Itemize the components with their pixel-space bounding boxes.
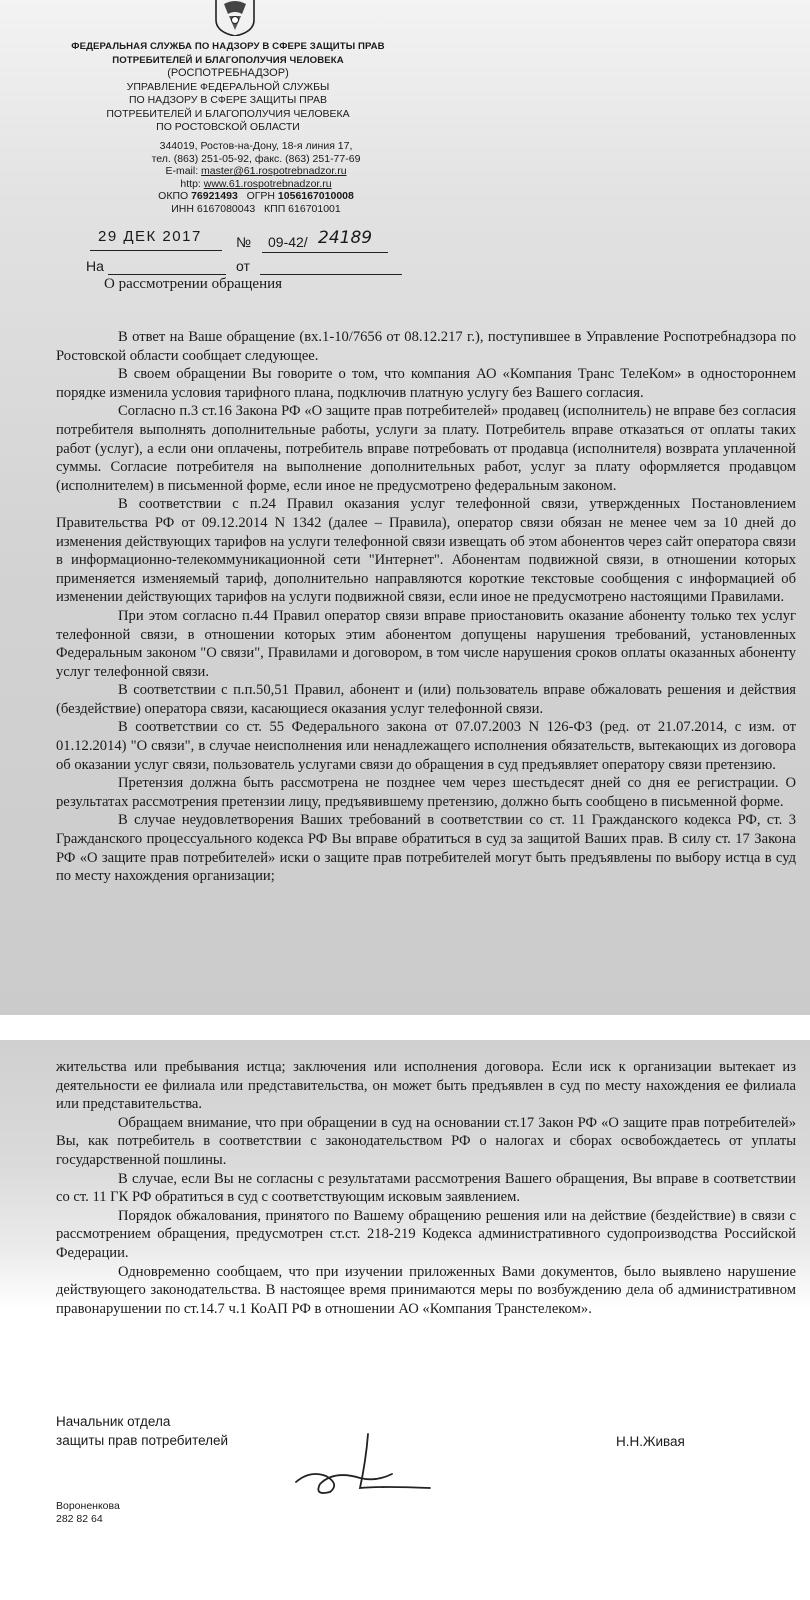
registration-number-handwritten: 24189 bbox=[318, 228, 373, 248]
agency-tax-row bbox=[136, 203, 376, 216]
okpo-value: 76921493 bbox=[191, 190, 238, 202]
agency-email-link[interactable]: master@61.rospotrebnadzor.ru bbox=[201, 165, 347, 177]
body-paragraph: Порядок обжалования, принятого по Вашему обращению решения или на действие (бездействие) в связи с рассмотрением обращения, предусмотрен ст.ст. 218-219 Кодекса административного судопроизводства Российской Федерации. bbox=[56, 1207, 796, 1261]
position-line: защиты прав потребителей bbox=[56, 1433, 229, 1448]
header-line: (РОСПОТРЕБНАДЗОР) bbox=[167, 67, 289, 79]
body-paragraph: В ответ на Ваше обращение (вх.1-10/7656 от 08.12.217 г.), поступившее в Управление Роспотребнадзора по Ростовской области сообщает следующее. bbox=[56, 329, 796, 364]
agency-website-link[interactable]: www.61.rospotrebnadzor.ru bbox=[203, 177, 332, 190]
agency-website-row bbox=[136, 178, 376, 191]
email-label: E-mail: bbox=[165, 165, 202, 177]
signatory-name: Н.Н.Живая bbox=[616, 1434, 685, 1449]
ogrn-value: 1056167010008 bbox=[277, 190, 354, 202]
agency-codes-row bbox=[136, 190, 376, 203]
header-line: УПРАВЛЕНИЕ ФЕДЕРАЛЬНОЙ СЛУЖБЫ bbox=[126, 80, 330, 93]
from-underline bbox=[260, 274, 402, 275]
kpp-value: КПП 616701001 bbox=[264, 202, 341, 215]
okpo-label: ОКПО bbox=[158, 190, 192, 202]
body-paragraph: Претензия должна быть рассмотрена не позднее чем через шестьдесят дней со дня ее регистрации. О результатах рассмотрения претензии лицу, предъявившему претензию, должно быть сообщено в письменной форме. bbox=[56, 775, 796, 810]
body-paragraph: В соответствии с п.24 Правил оказания услуг телефонной связи, утвержденных Постановлением Правительства РФ от 09.12.2014 N 1342 (далее – Правила), оператор связи обязан не менее чем за 10 дней до изменения действующих тарифов на услуги телефонной связи извещать об этом абонентов через сайт оператора связи в информационно-телекоммуникационной сети "Интернет". Абонентам подвижной связи, в отношении которых применяется изменяемый тариф, дополнительно направляются короткие текстовые сообщения с информацией об изменении действующих тарифов на услуги подвижной связи, если иное не предусмотрено настоящими Правилами. bbox=[56, 496, 796, 606]
header-line: ФЕДЕРАЛЬНАЯ СЛУЖБА ПО НАДЗОРУ В СФЕРЕ ЗАЩИТЫ ПРАВ bbox=[71, 41, 385, 52]
signatory-position bbox=[56, 1412, 228, 1450]
body-paragraph: Обращаем внимание, что при обращении в суд на основании ст.17 Закон РФ «О защите прав потребителей» Вы, как потребитель в соответствии с законодательством РФ о налогах и сборах освобождаетесь от уплаты государственной пошлины. bbox=[56, 1114, 796, 1168]
registration-number: 09-42/ bbox=[268, 234, 308, 250]
ogrn-label: ОГРН bbox=[246, 190, 278, 202]
handwritten-signature bbox=[290, 1430, 450, 1500]
inn-value: ИНН 6167080043 bbox=[171, 202, 256, 215]
from-label: от bbox=[236, 258, 250, 274]
executor-name: Вороненкова bbox=[56, 1500, 120, 1512]
executor-info bbox=[56, 1500, 120, 1526]
body-paragraph: В случае неудовлетворения Ваших требований в соответствии со ст. 11 Гражданского кодекса РФ, ст. 3 Гражданского процессуального кодекса РФ Вы вправе обратиться в суд за защитой Ваших прав. В силу ст. 17 Закона РФ «О защите прав потребителей» иски о защите прав потребителей могут быть предъявлены по выбору истца в суд по месту нахождения организации; bbox=[56, 812, 796, 885]
to-underline bbox=[108, 274, 226, 275]
body-paragraph: В соответствии со ст. 55 Федерального закона от 07.07.2003 N 126-ФЗ (ред. от 21.07.2014, с изм. от 01.12.2014) "О связи", в случае неисполнения или ненадлежащего исполнения обязательств, вытекающих из договора об оказании услуг связи, пользователь услугами связи до обращения в суд предъявляет оператору связи претензию. bbox=[56, 719, 796, 773]
executor-phone: 282 82 64 bbox=[56, 1513, 103, 1525]
header-line: ПОТРЕБИТЕЛЕЙ И БЛАГОПОЛУЧИЯ ЧЕЛОВЕКА bbox=[112, 54, 344, 66]
body-paragraph: Одновременно сообщаем, что при изучении приложенных Вами документов, было выявлено нарушение действующего законодательства. В настоящее время принимаются меры по возбуждению дела об административном правонарушении по ст.14.7 ч.1 КоАП РФ в отношении АО «Компания Транстелеком». bbox=[56, 1263, 796, 1317]
agency-email-row bbox=[136, 165, 376, 178]
letter-body-bottom bbox=[56, 1058, 796, 1318]
body-paragraph: В своем обращении Вы говорите о том, что компания АО «Компания Транс ТелеКом» в одностороннем порядке изменила условия тарифного плана, подключив платную услугу без Вашего согласия. bbox=[56, 366, 796, 401]
letter-body-top bbox=[56, 328, 796, 886]
coat-of-arms-emblem bbox=[212, 0, 258, 36]
position-line: Начальник отдела bbox=[56, 1414, 171, 1429]
header-line: ПО РОСТОВСКОЙ ОБЛАСТИ bbox=[156, 121, 300, 133]
agency-contacts bbox=[136, 140, 376, 215]
body-paragraph: В случае, если Вы не согласны с результатами рассмотрения Вашего обращения, Вы вправе в соответствии со ст. 11 ГК РФ обратиться в суд с соответствующим исковым заявлением. bbox=[56, 1170, 796, 1206]
registration-date: 29 ДЕК 2017 bbox=[98, 228, 202, 245]
header-line: ПО НАДЗОРУ В СФЕРЕ ЗАЩИТЫ ПРАВ bbox=[128, 94, 328, 106]
date-underline bbox=[90, 250, 222, 251]
agency-address: 344019, Ростов-на-Дону, 18-я линия 17, bbox=[159, 140, 353, 152]
body-paragraph-continued: жительства или пребывания истца; заключения или исполнения договора. Если иск к организации вытекает из деятельности ее филиала или представительства, он может быть предъявлен в суд по месту нахождения ее филиала или представительства. bbox=[56, 1059, 796, 1113]
number-label: № bbox=[236, 234, 252, 250]
header-line: ПОТРЕБИТЕЛЕЙ И БЛАГОПОЛУЧИЯ ЧЕЛОВЕКА bbox=[106, 107, 350, 120]
body-paragraph: Согласно п.3 ст.16 Закона РФ «О защите прав потребителей» продавец (исполнитель) не вправе без согласия потребителя выполнять дополнительные работы, услуги за плату. Потребитель вправе отказаться от оплаты таких работ (услуг), а если они оплачены, потребитель вправе потребовать от продавца (исполнителя) возврата уплаченной суммы. Согласие потребителя на выполнение дополнительных работ, услуг за плату оформляется продавцом (исполнителем) в письменной форме, если иное не предусмотрено федеральным законом. bbox=[56, 403, 796, 494]
letter-subject: О рассмотрении обращения bbox=[104, 276, 283, 292]
agency-phone: тел. (863) 251-05-92, факс. (863) 251-77-69 bbox=[151, 152, 361, 165]
number-underline bbox=[262, 252, 388, 253]
letter-page-2 bbox=[0, 1040, 810, 1600]
http-label: http: bbox=[180, 177, 204, 190]
agency-header bbox=[58, 40, 398, 135]
body-paragraph: В соответствии с п.п.50,51 Правил, абонент и (или) пользователь вправе обжаловать решения и действия (бездействие) оператора связи, касающиеся оказания услуг телефонной связи. bbox=[56, 682, 796, 717]
to-label: На bbox=[86, 258, 104, 274]
body-paragraph: При этом согласно п.44 Правил оператор связи вправе приостановить оказание абоненту только тех услуг телефонной связи, в отношении которых этим абонентом допущены нарушения требований, установленных Федеральным законом "О связи", Правилами и договором, в том числе нарушения сроков оплаты оказанных абоненту услуг телефонной связи. bbox=[56, 607, 796, 680]
page-separator bbox=[0, 1015, 810, 1040]
